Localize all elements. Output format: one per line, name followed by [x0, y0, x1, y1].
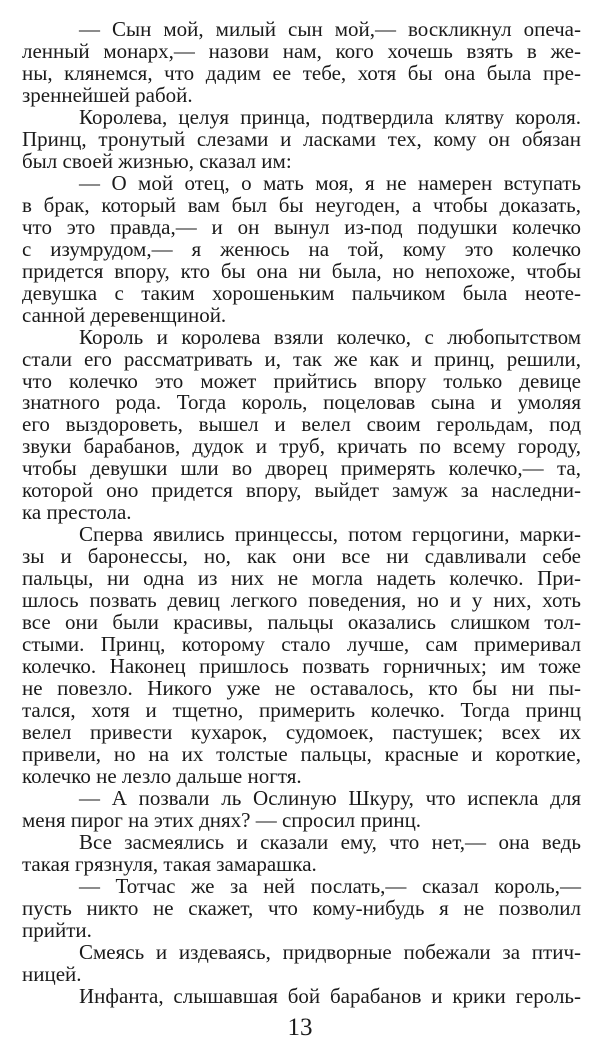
page-body-text — [22, 19, 581, 1008]
text-line: прийти. — [22, 917, 92, 942]
text-line: стали его рассматривать и, так же как и принц, решили, — [22, 346, 581, 371]
text-line: колечко. Наконец пришлось позвать горничных; им тоже — [22, 654, 581, 679]
paragraph — [22, 170, 581, 327]
text-line: придется впору, кто бы она ни была, но непохоже, чтобы — [22, 258, 581, 283]
text-line: шлось позвать девиц легкого поведения, но и у них, хоть — [22, 588, 581, 613]
text-line: Сперва явились принцессы, потом герцогини, марки- — [79, 522, 581, 547]
text-line: Король и королева взяли колечко, с любопытством — [79, 324, 581, 349]
text-line: знатного рода. Тогда король, поцеловав сына и умоляя — [22, 390, 581, 415]
text-line: пусть никто не скажет, что кому-нибудь я не позволил — [22, 895, 581, 920]
text-line: ны, клянемся, что дадим ее тебе, хотя бы она была пре- — [22, 60, 581, 85]
text-line: его выздороветь, вышел и велел своим герольдам, под — [22, 412, 581, 437]
paragraph — [22, 939, 581, 986]
text-line: тался, хотя и тщетно, примерить колечко. Тогда принц — [22, 698, 581, 723]
paragraph — [22, 873, 581, 942]
text-line: в брак, который вам был бы неугоден, а чтобы доказать, — [22, 192, 581, 217]
text-line: — О мой отец, о мать моя, я не намерен вступать — [79, 170, 581, 195]
page-number: 13 — [287, 1014, 313, 1041]
paragraph — [22, 829, 581, 876]
text-line: все они были красивы, пальцы оказались слишком тол- — [22, 610, 581, 635]
text-line: — Тотчас же за ней послать,— сказал король,— — [79, 873, 581, 898]
text-line: Все засмеялись и сказали ему, что нет,— она ведь — [79, 829, 581, 854]
text-line: Инфанта, слышавшая бой барабанов и крики героль- — [79, 983, 581, 1008]
text-line: ка престола. — [22, 500, 132, 525]
text-line: что это правда,— и он вынул из-под подушки колечко — [22, 214, 581, 239]
text-line: — Сын мой, милый сын мой,— воскликнул опеча- — [79, 17, 581, 41]
text-line: Королева, целуя принца, подтвердила клятву короля. — [79, 104, 581, 129]
text-line: зреннейшей рабой. — [22, 82, 193, 107]
text-line: ницей. — [22, 961, 82, 986]
text-line: привели, но на их толстые пальцы, красные и короткие, — [22, 741, 581, 766]
text-line: ленный монарх,— назови нам, кого хочешь взять в же- — [22, 38, 581, 63]
paragraph — [22, 785, 581, 832]
paragraph — [22, 19, 581, 107]
text-line: Принц, тронутый слезами и ласками тех, кому он обязан — [22, 126, 581, 151]
text-line: меня пирог на этих днях? — спросил принц. — [22, 807, 422, 832]
text-line: зы и баронессы, но, как они все ни сдавливали себе — [22, 544, 581, 569]
text-line: что колечко это может прийтись впору только девице — [22, 368, 581, 393]
text-line: чтобы девушки шли во дворец примерять колечко,— та, — [22, 456, 581, 481]
text-line: девушка с таким хорошеньким пальчиком была неоте- — [22, 280, 581, 305]
paragraph — [22, 104, 581, 173]
text-line: с изумрудом,— я женюсь на той, кому это колечко — [22, 236, 581, 261]
paragraph — [22, 324, 581, 525]
text-line: не повезло. Никого уже не оставалось, кто бы ни пы- — [22, 676, 581, 701]
paragraph — [22, 983, 581, 1008]
text-line: велел привести кухарок, судомоек, пастушек; всех их — [22, 720, 581, 744]
text-line: такая грязнуля, такая замарашка. — [22, 851, 317, 876]
text-line: Смеясь и издеваясь, придворные побежали за птич- — [79, 939, 581, 964]
text-line: санной деревенщиной. — [22, 302, 227, 327]
text-line: стыми. Принц, которому стало лучше, сам примеривал — [22, 632, 581, 657]
paragraph — [22, 524, 581, 788]
text-line: звуки барабанов, дудок и труб, кричать по всему городу, — [22, 434, 581, 459]
text-line: был своей жизнью, сказал им: — [22, 148, 292, 173]
text-line: пальцы, ни одна из них не могла надеть колечко. При- — [22, 566, 581, 591]
text-line: — А позвали ль Ослиную Шкуру, что испекла для — [79, 785, 581, 810]
text-line: которой оно придется впору, выйдет замуж за наследни- — [22, 478, 581, 503]
text-line: колечко не лезло дальше ногтя. — [22, 763, 302, 788]
